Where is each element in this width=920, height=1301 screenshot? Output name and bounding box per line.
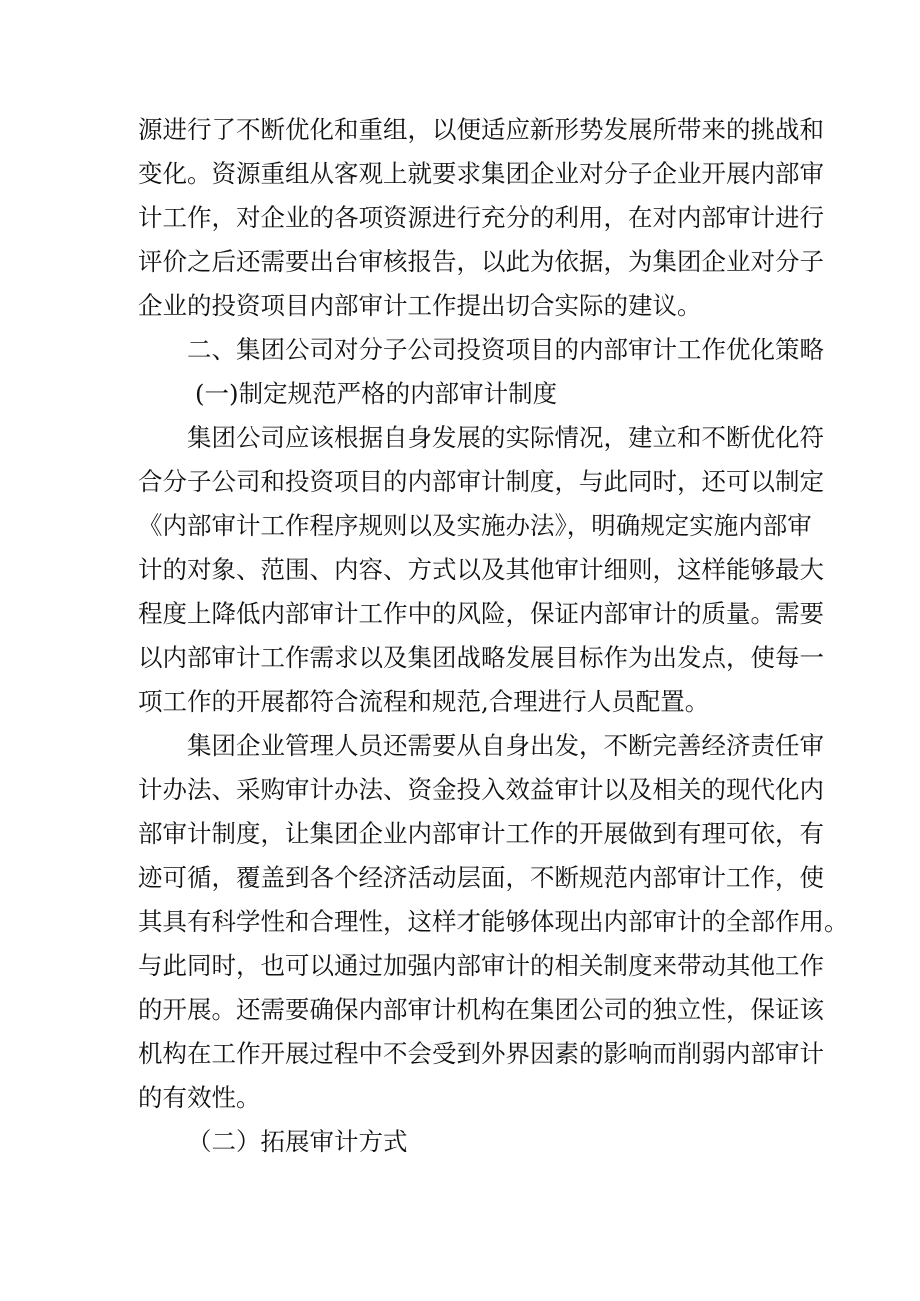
paragraph-line: 合分子公司和投资项目的内部审计制度，与此同时，还可以制定 xyxy=(138,467,824,496)
paragraph-line: 程度上降低内部审计工作中的风险，保证内部审计的质量。需要 xyxy=(138,599,824,628)
paragraph-line: 迹可循，覆盖到各个经济活动层面，不断规范内部审计工作，使 xyxy=(138,863,824,892)
paragraph-line: 机构在工作开展过程中不会受到外界因素的影响而削弱内部审计 xyxy=(138,1039,824,1068)
paragraph-line: 《内部审计工作程序规则以及实施办法》，明确规定实施内部审 xyxy=(138,511,812,540)
paragraph-line: 以内部审计工作需求以及集团战略发展目标作为出发点，使每一 xyxy=(138,643,824,672)
paragraph-line: 的有效性。 xyxy=(138,1083,261,1112)
subsection-heading: （二）拓展审计方式 xyxy=(187,1127,408,1156)
paragraph-line: 的开展。还需要确保内部审计机构在集团公司的独立性，保证该 xyxy=(138,995,824,1024)
paragraph-line: 计工作，对企业的各项资源进行充分的利用，在对内部审计进行 xyxy=(138,203,824,232)
subsection-heading: (一)制定规范严格的内部审计制度 xyxy=(195,379,558,408)
paragraph-line: 项工作的开展都符合流程和规范,合理进行人员配置。 xyxy=(138,687,710,716)
section-heading: 二、集团公司对分子公司投资项目的内部审计工作优化策略 xyxy=(187,335,824,364)
paragraph-line: 其具有科学性和合理性，这样才能够体现出内部审计的全部作用。 xyxy=(138,907,849,936)
paragraph-line: 计办法、采购审计办法、资金投入效益审计以及相关的现代化内 xyxy=(138,775,824,804)
paragraph-line: 企业的投资项目内部审计工作提出切合实际的建议。 xyxy=(138,291,702,320)
paragraph-line: 集团公司应该根据自身发展的实际情况，建立和不断优化符 xyxy=(187,423,824,452)
paragraph-line: 评价之后还需要出台审核报告，以此为依据，为集团企业对分子 xyxy=(138,247,824,276)
paragraph-line: 计的对象、范围、内容、方式以及其他审计细则，这样能够最大 xyxy=(138,555,824,584)
paragraph-line: 变化。资源重组从客观上就要求集团企业对分子企业开展内部审 xyxy=(138,159,824,188)
paragraph-line: 部审计制度，让集团企业内部审计工作的开展做到有理可依，有 xyxy=(138,819,824,848)
paragraph-line: 与此同时，也可以通过加强内部审计的相关制度来带动其他工作 xyxy=(138,951,824,980)
paragraph-line: 源进行了不断优化和重组，以便适应新形势发展所带来的挑战和 xyxy=(138,115,824,144)
paragraph-line: 集团企业管理人员还需要从自身出发，不断完善经济责任审 xyxy=(187,731,824,760)
